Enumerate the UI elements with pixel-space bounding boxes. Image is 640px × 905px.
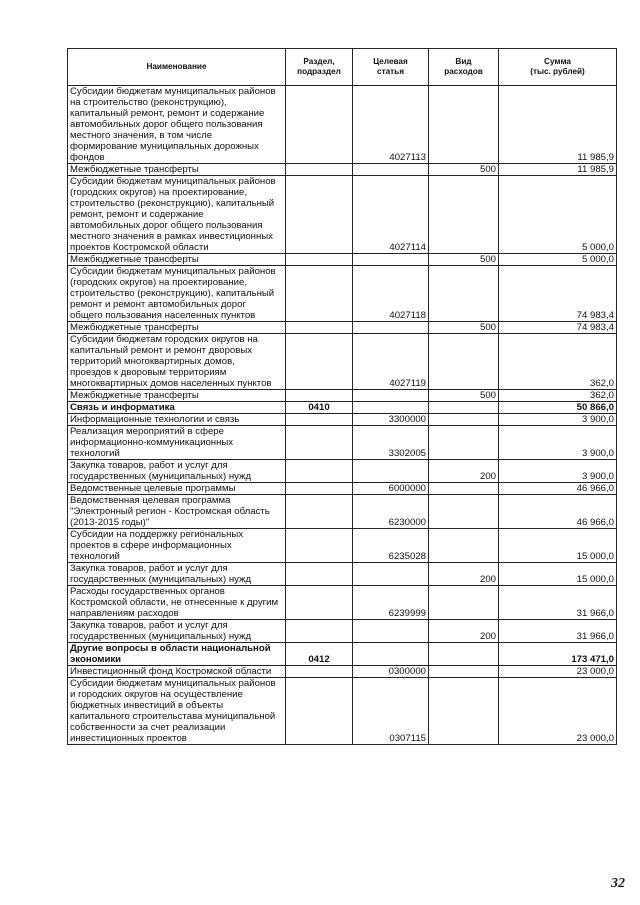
cell-kind: 500: [429, 322, 499, 334]
cell-article: [353, 402, 429, 414]
table-row: [68, 495, 617, 529]
cell-name: Субсидии бюджетам муниципальных районов на строительство (реконструкцию), капитальный ремонт, ремонт и содержание автомобильных дорог общего пользования местного значения, в том числе формирование муниципальных дорожных фондов: [68, 86, 286, 164]
cell-kind: 200: [429, 563, 499, 586]
cell-section: [286, 164, 353, 176]
table-row: [68, 620, 617, 643]
cell-article: 6235028: [353, 529, 429, 563]
cell-name: Субсидии бюджетам городских округов на капитальный ремонт и ремонт дворовых территорий многоквартирных домов, проездов к дворовым территориям многоквартирных домов населенных пунктов: [68, 334, 286, 390]
cell-name: Субсидии бюджетам муниципальных районов и городских округов на осуществление бюджетных инвестиций в объекты капитального строительстaва муниципальной собственности за счет реализации инвестиционных проектов: [68, 678, 286, 745]
cell-section: [286, 620, 353, 643]
table-row: [68, 426, 617, 460]
cell-kind: [429, 643, 499, 666]
cell-sum: 173 471,0: [499, 643, 617, 666]
table-body: [68, 86, 617, 745]
cell-section: [286, 176, 353, 254]
cell-name: Закупка товаров, работ и услуг для государственных (муниципальных) нужд: [68, 460, 286, 483]
cell-section: [286, 666, 353, 678]
cell-section: [286, 563, 353, 586]
cell-name: Связь и информатика: [68, 402, 286, 414]
cell-sum: 3 900,0: [499, 414, 617, 426]
table-row: [68, 322, 617, 334]
table-row: [68, 254, 617, 266]
cell-article: 4027114: [353, 176, 429, 254]
table-row: [68, 460, 617, 483]
cell-sum: 11 985,9: [499, 86, 617, 164]
table-row: [68, 666, 617, 678]
table-row: [68, 86, 617, 164]
table-row: [68, 586, 617, 620]
cell-kind: [429, 666, 499, 678]
cell-sum: 362,0: [499, 390, 617, 402]
cell-kind: [429, 586, 499, 620]
cell-kind: 500: [429, 164, 499, 176]
cell-article: [353, 643, 429, 666]
table-row: [68, 334, 617, 390]
header-name: Наименование: [68, 49, 286, 86]
cell-sum: 50 866,0: [499, 402, 617, 414]
cell-article: [353, 460, 429, 483]
cell-kind: 500: [429, 254, 499, 266]
cell-name: Субсидии бюджетам муниципальных районов (городских округов) на проектирование, строительство (реконструкцию), капитальный ремонт, ремонт и содержание автомобильных дорог общего пользования местного значения в рамках инвестиционных проектов Костромской области: [68, 176, 286, 254]
table-row: [68, 678, 617, 745]
cell-kind: 200: [429, 460, 499, 483]
cell-article: [353, 164, 429, 176]
cell-sum: 5 000,0: [499, 254, 617, 266]
cell-kind: [429, 176, 499, 254]
cell-name: Расходы государственных органов Костромской области, не отнесенные к другим направлениям расходов: [68, 586, 286, 620]
cell-section: [286, 678, 353, 745]
cell-section: [286, 426, 353, 460]
cell-name: Закупка товаров, работ и услуг для государственных (муниципальных) нужд: [68, 620, 286, 643]
cell-sum: 3 900,0: [499, 460, 617, 483]
cell-name: Межбюджетные трансферты: [68, 390, 286, 402]
cell-kind: [429, 266, 499, 322]
cell-name: Субсидии на поддержку региональных проектов в сфере информационных технологий: [68, 529, 286, 563]
cell-section: [286, 414, 353, 426]
cell-kind: 200: [429, 620, 499, 643]
cell-kind: [429, 495, 499, 529]
cell-section: [286, 529, 353, 563]
cell-article: 6230000: [353, 495, 429, 529]
cell-section: [286, 483, 353, 495]
cell-article: 4027119: [353, 334, 429, 390]
cell-sum: 23 000,0: [499, 678, 617, 745]
table-row: [68, 164, 617, 176]
cell-article: 0300000: [353, 666, 429, 678]
cell-sum: 362,0: [499, 334, 617, 390]
cell-article: [353, 563, 429, 586]
cell-sum: 11 985,9: [499, 164, 617, 176]
cell-article: [353, 254, 429, 266]
cell-article: 3300000: [353, 414, 429, 426]
header-kind: Вид расходов: [429, 49, 499, 86]
table-row: [68, 643, 617, 666]
cell-sum: 31 966,0: [499, 586, 617, 620]
cell-kind: [429, 483, 499, 495]
table-row: [68, 563, 617, 586]
cell-section: [286, 86, 353, 164]
cell-kind: [429, 678, 499, 745]
cell-section: [286, 460, 353, 483]
cell-article: 4027113: [353, 86, 429, 164]
cell-sum: 15 000,0: [499, 529, 617, 563]
table-row: [68, 414, 617, 426]
cell-kind: [429, 402, 499, 414]
cell-name: Ведомственная целевая программа "Электронный регион - Костромская область (2013-2015 годы)": [68, 495, 286, 529]
cell-sum: 46 966,0: [499, 483, 617, 495]
cell-article: 3302005: [353, 426, 429, 460]
cell-kind: [429, 529, 499, 563]
cell-name: Межбюджетные трансферты: [68, 254, 286, 266]
cell-section: [286, 254, 353, 266]
table-header: [68, 49, 617, 86]
table-row: [68, 176, 617, 254]
cell-name: Другие вопросы в области национальной экономики: [68, 643, 286, 666]
cell-sum: 15 000,0: [499, 563, 617, 586]
cell-kind: [429, 86, 499, 164]
cell-name: Закупка товаров, работ и услуг для государственных (муниципальных) нужд: [68, 563, 286, 586]
cell-article: [353, 390, 429, 402]
cell-name: Инвестиционный фонд Костромской области: [68, 666, 286, 678]
cell-sum: 5 000,0: [499, 176, 617, 254]
cell-kind: [429, 426, 499, 460]
cell-kind: [429, 334, 499, 390]
cell-section: 0412: [286, 643, 353, 666]
cell-name: Реализация мероприятий в сфере информационно-коммуникационных технологий: [68, 426, 286, 460]
cell-name: Информационные технологии и связь: [68, 414, 286, 426]
cell-article: 6239999: [353, 586, 429, 620]
cell-section: 0410: [286, 402, 353, 414]
cell-kind: [429, 414, 499, 426]
cell-section: [286, 495, 353, 529]
cell-article: 4027118: [353, 266, 429, 322]
cell-kind: 500: [429, 390, 499, 402]
table-row: [68, 402, 617, 414]
cell-section: [286, 390, 353, 402]
cell-name: Межбюджетные трансферты: [68, 164, 286, 176]
cell-sum: 23 000,0: [499, 666, 617, 678]
cell-article: [353, 322, 429, 334]
cell-section: [286, 334, 353, 390]
budget-table: [67, 48, 617, 745]
page-number: 32: [611, 876, 625, 891]
header-section: Раздел, подраздел: [286, 49, 353, 86]
cell-article: [353, 620, 429, 643]
header-sum: Сумма (тыс. рублей): [499, 49, 617, 86]
cell-sum: 31 966,0: [499, 620, 617, 643]
cell-sum: 46 966,0: [499, 495, 617, 529]
cell-article: 6000000: [353, 483, 429, 495]
cell-section: [286, 266, 353, 322]
cell-name: Субсидии бюджетам муниципальных районов (городских округов) на проектирование, строительство (реконструкцию), капитальный ремонт и ремонт автомобильных дорог общего пользования населенных пунктов: [68, 266, 286, 322]
table-row: [68, 390, 617, 402]
cell-name: Ведомственные целевые программы: [68, 483, 286, 495]
table-row: [68, 529, 617, 563]
cell-sum: 3 900,0: [499, 426, 617, 460]
cell-section: [286, 586, 353, 620]
table-row: [68, 483, 617, 495]
table-row: [68, 266, 617, 322]
cell-sum: 74 983,4: [499, 322, 617, 334]
cell-name: Межбюджетные трансферты: [68, 322, 286, 334]
cell-article: 0307115: [353, 678, 429, 745]
cell-section: [286, 322, 353, 334]
header-article: Целевая статья: [353, 49, 429, 86]
cell-sum: 74 983,4: [499, 266, 617, 322]
